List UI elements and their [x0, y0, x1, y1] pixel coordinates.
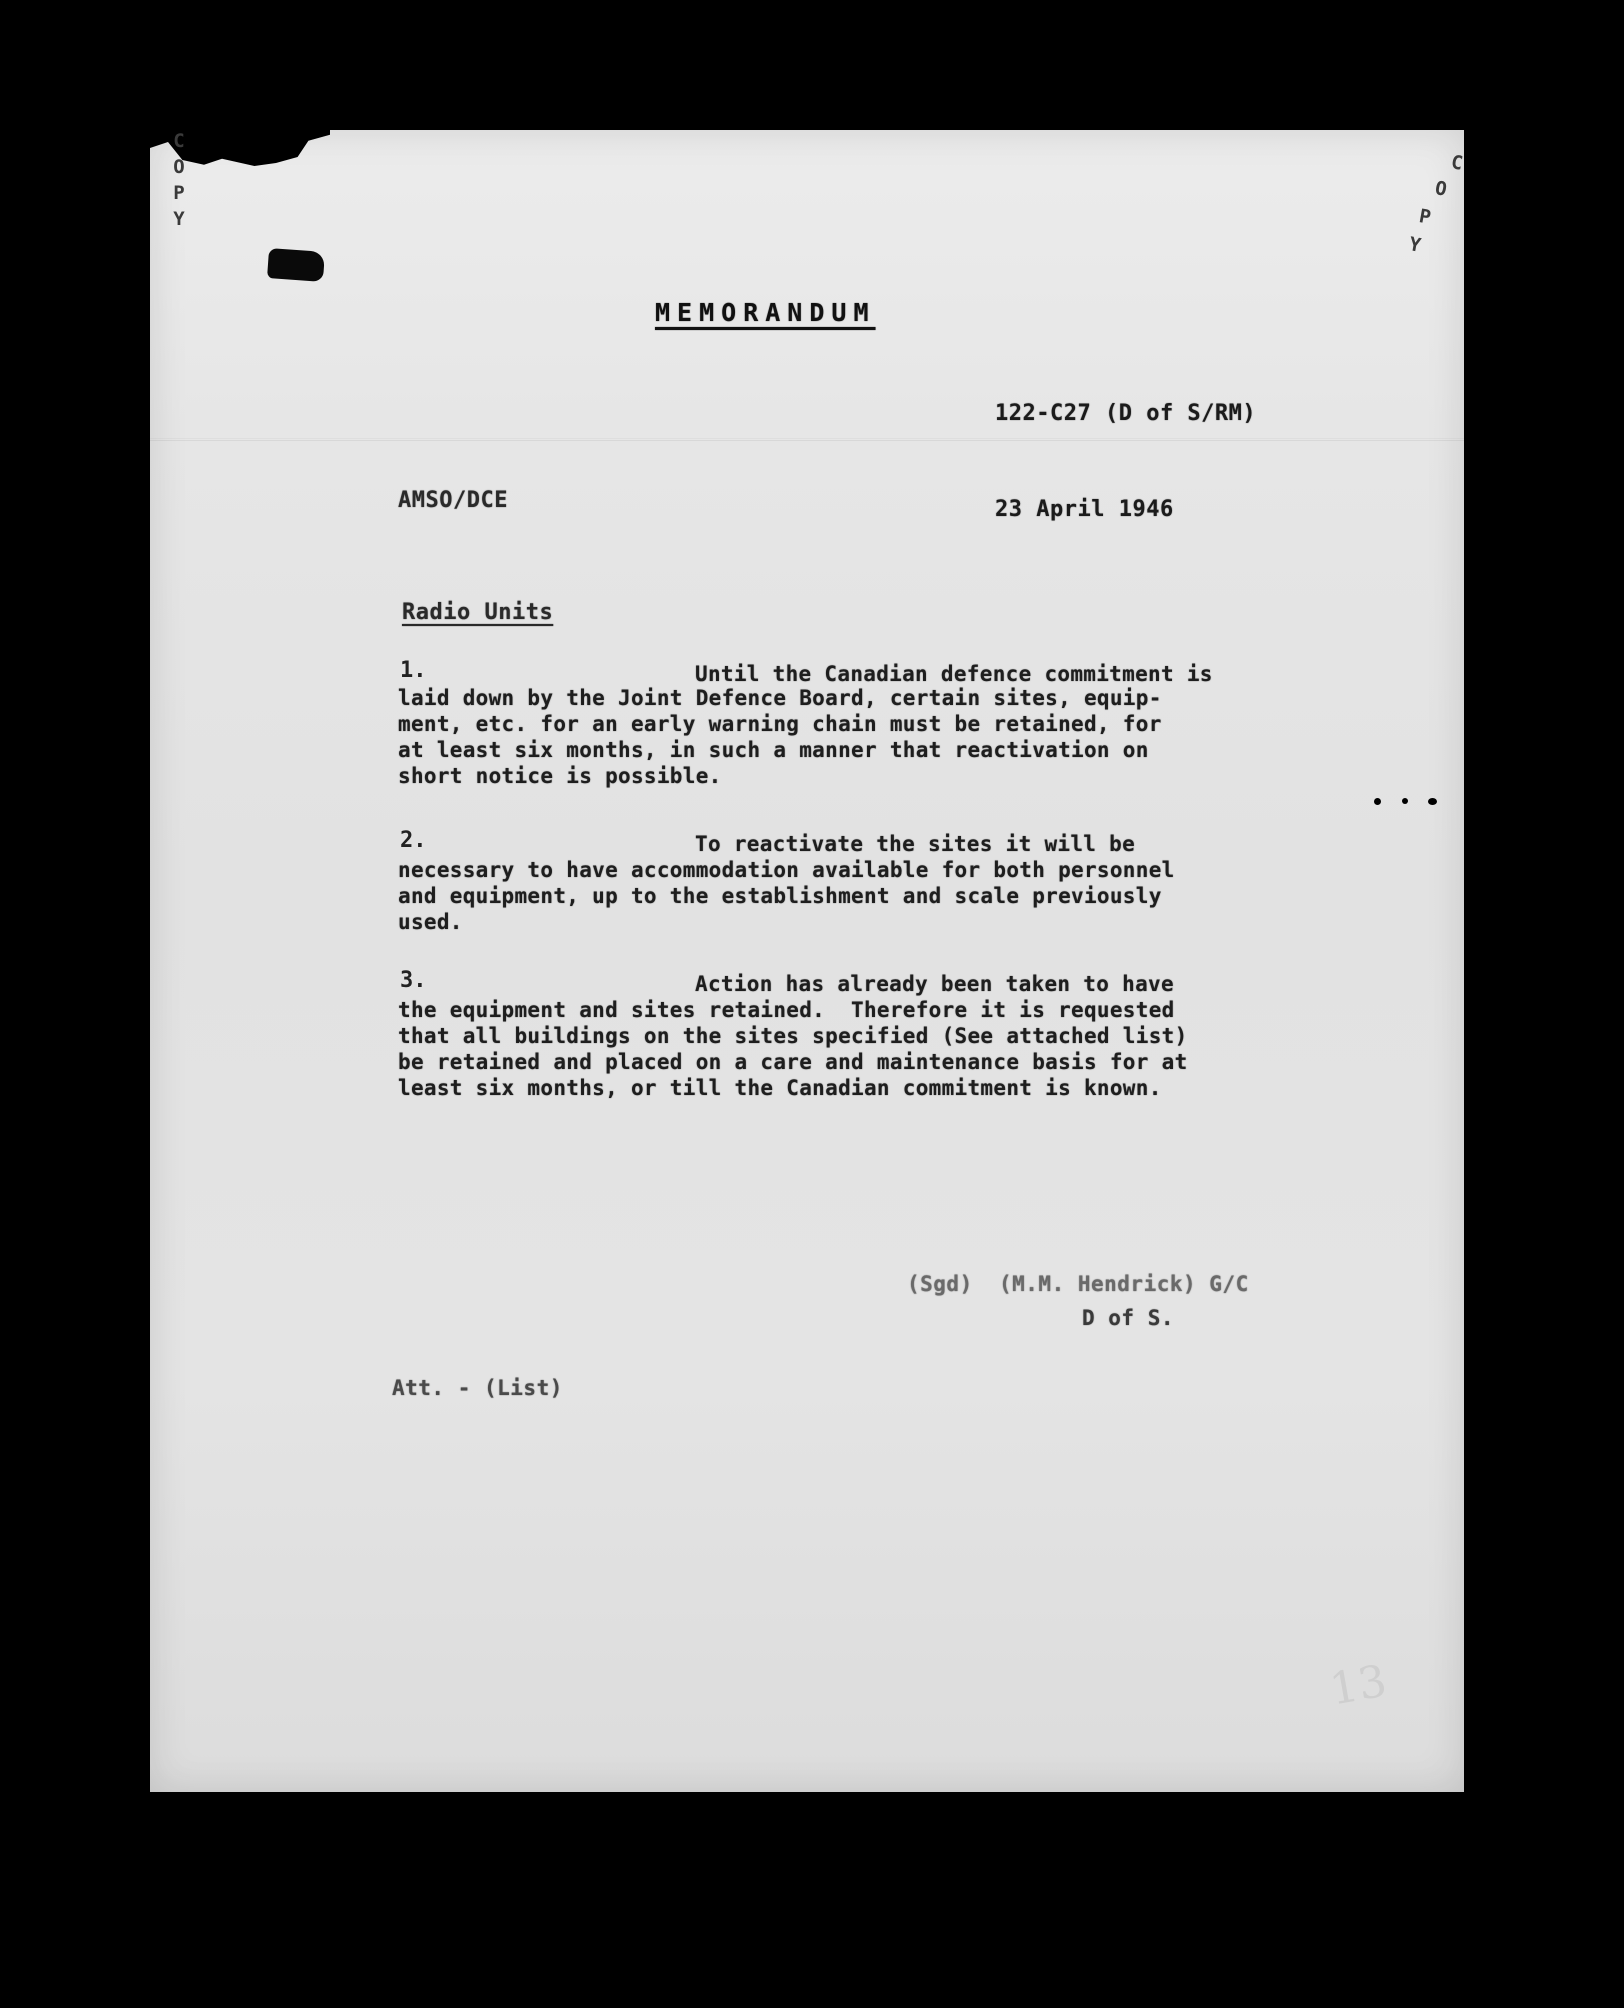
copy-stamp-right-c — [1444, 148, 1470, 177]
stamp-letter: C — [1449, 151, 1465, 175]
paragraph-line: least six months, or till the Canadian commitment is known. — [398, 1076, 1162, 1100]
paragraph-line: To reactivate the sites it will be — [695, 832, 1136, 856]
ink-speck — [1474, 1202, 1480, 1210]
ink-speck — [1402, 798, 1408, 804]
signature-title: D of S. — [1082, 1306, 1175, 1330]
paragraph-line: necessary to have accommodation available for both personnel — [398, 858, 1175, 882]
stamp-letter: P — [1417, 205, 1433, 229]
paragraph-line: Until the Canadian defence commitment is — [695, 662, 1213, 686]
document-page — [150, 130, 1464, 1792]
paragraph-line: laid down by the Joint Defence Board, certain sites, equip- — [398, 686, 1162, 710]
paragraph-number: 3. — [400, 968, 427, 993]
ink-speck — [1374, 798, 1381, 805]
stamp-letter: O — [1433, 177, 1449, 201]
ink-blot — [267, 248, 325, 282]
attachment-note: Att. - (List) — [392, 1376, 563, 1400]
subject-heading: Radio Units — [402, 600, 554, 625]
paragraph-line: at least six months, in such a manner that reactivation on — [398, 738, 1149, 762]
copy-stamp-right-y — [1402, 230, 1428, 259]
copy-stamp-right-o — [1428, 174, 1454, 203]
memo-title: MEMORANDUM — [655, 298, 876, 327]
ink-speck — [1428, 798, 1437, 805]
stamp-letter: P — [173, 182, 185, 204]
addressee: AMSO/DCE — [398, 488, 508, 513]
paragraph-line: short notice is possible. — [398, 764, 722, 788]
reference-number: 122-C27 (D of S/RM) — [995, 401, 1257, 426]
paragraph-line: ment, etc. for an early warning chain must be retained, for — [398, 712, 1162, 736]
paragraph-line: and equipment, up to the establishment and scale previously — [398, 884, 1162, 908]
paragraph-line: be retained and placed on a care and maintenance basis for at — [398, 1050, 1188, 1074]
paragraph-line: Action has already been taken to have — [695, 972, 1174, 996]
paragraph-line: the equipment and sites retained. Therefore it is requested — [398, 998, 1175, 1022]
stamp-letter: Y — [1407, 233, 1423, 257]
paragraph-number: 2. — [400, 828, 427, 853]
memo-date: 23 April 1946 — [995, 497, 1174, 522]
stamp-letter: Y — [173, 208, 185, 230]
stamp-letter: O — [173, 156, 185, 178]
paragraph-line: used. — [398, 910, 463, 934]
copy-stamp-right-p — [1412, 202, 1438, 231]
copy-stamp-left — [168, 128, 190, 232]
scan-line — [150, 438, 1464, 439]
scan-line — [150, 440, 1464, 441]
stamp-letter: C — [173, 130, 185, 152]
signature-line: (Sgd) (M.M. Hendrick) G/C — [907, 1272, 1249, 1296]
reference-block — [995, 334, 1256, 558]
paragraph-line: that all buildings on the sites specified (See attached list) — [398, 1024, 1188, 1048]
pencil-page-number: 13 — [1326, 1655, 1391, 1716]
paragraph-number: 1. — [400, 658, 427, 683]
